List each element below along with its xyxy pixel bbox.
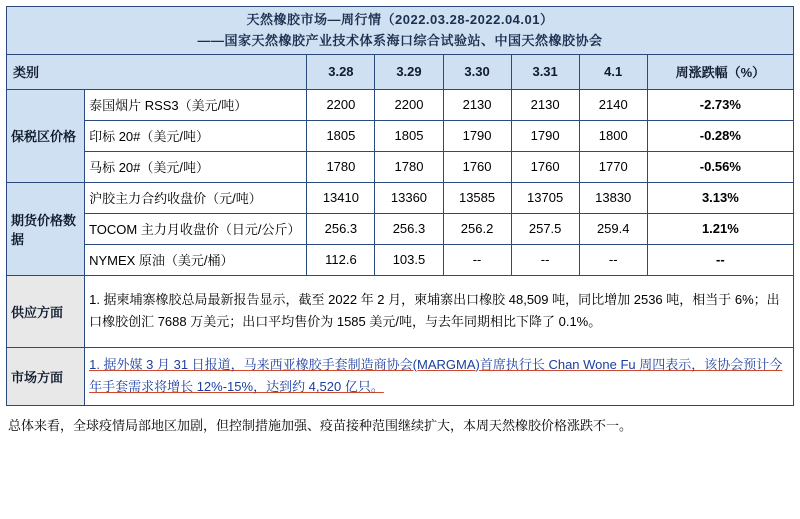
table-row xyxy=(7,244,794,275)
title-line-2: ——国家天然橡胶产业技术体系海口综合试验站、中国天然橡胶协会 xyxy=(197,33,603,49)
cell-value: 1780 xyxy=(307,151,375,182)
report-title xyxy=(7,7,794,55)
table-row xyxy=(7,182,794,213)
note-label-market: 市场方面 xyxy=(7,347,85,405)
cell-value: 2200 xyxy=(375,89,443,120)
cell-value: 1805 xyxy=(375,120,443,151)
note-row-supply xyxy=(7,275,794,347)
cell-value: 259.4 xyxy=(579,213,647,244)
cell-value: 1770 xyxy=(579,151,647,182)
cell-value: 1790 xyxy=(511,120,579,151)
cell-value: 13585 xyxy=(443,182,511,213)
cell-value: 2200 xyxy=(307,89,375,120)
table-header-row xyxy=(7,54,794,89)
category-bonded-zone-price: 保税区价格 xyxy=(7,89,85,182)
cell-value: 13705 xyxy=(511,182,579,213)
cell-value: 103.5 xyxy=(375,244,443,275)
header-category: 类别 xyxy=(7,54,307,89)
cell-value: 1780 xyxy=(375,151,443,182)
table-row xyxy=(7,120,794,151)
header-date-2: 3.29 xyxy=(375,54,443,89)
header-date-5: 4.1 xyxy=(579,54,647,89)
item-label: 马标 20#（美元/吨） xyxy=(85,151,307,182)
cell-value: 256.3 xyxy=(307,213,375,244)
cell-weekly-change: 3.13% xyxy=(647,182,793,213)
cell-weekly-change: -2.73% xyxy=(647,89,793,120)
cell-weekly-change: -0.28% xyxy=(647,120,793,151)
cell-value: 2140 xyxy=(579,89,647,120)
item-label: 印标 20#（美元/吨） xyxy=(85,120,307,151)
cell-weekly-change: 1.21% xyxy=(647,213,793,244)
table-row xyxy=(7,89,794,120)
cell-value: 1800 xyxy=(579,120,647,151)
cell-value: 2130 xyxy=(443,89,511,120)
cell-value: 256.2 xyxy=(443,213,511,244)
cell-value: -- xyxy=(443,244,511,275)
cell-value: 2130 xyxy=(511,89,579,120)
cell-value: 1760 xyxy=(511,151,579,182)
header-date-1: 3.28 xyxy=(307,54,375,89)
rubber-market-table xyxy=(6,6,794,406)
cell-value: 1790 xyxy=(443,120,511,151)
cell-value: 112.6 xyxy=(307,244,375,275)
item-label: NYMEX 原油（美元/桶） xyxy=(85,244,307,275)
cell-value: 257.5 xyxy=(511,213,579,244)
category-futures-price-data: 期货价格数据 xyxy=(7,182,85,275)
summary-footer: 总体来看，全球疫情局部地区加剧，但控制措施加强、疫苗接种范围继续扩大，本周天然橡胶价格涨跌不一。 xyxy=(8,417,633,433)
table-row xyxy=(7,151,794,182)
table-row xyxy=(7,213,794,244)
cell-value: 1805 xyxy=(307,120,375,151)
cell-value: -- xyxy=(579,244,647,275)
item-label: 泰国烟片 RSS3（美元/吨） xyxy=(85,89,307,120)
cell-value: -- xyxy=(511,244,579,275)
cell-value: 1760 xyxy=(443,151,511,182)
note-label-supply: 供应方面 xyxy=(7,275,85,347)
cell-value: 13410 xyxy=(307,182,375,213)
title-line-1: 天然橡胶市场—周行情（2022.03.28-2022.04.01） xyxy=(246,12,554,27)
note-row-market xyxy=(7,347,794,405)
note-text-supply: 1. 据柬埔寨橡胶总局最新报告显示，截至 2022 年 2 月，柬埔寨出口橡胶 48,509 吨，同比增加 2536 吨，相当于 6%；出口橡胶创汇 7688 万美元；出口平均售价为 1585 美元/吨，与去年同期相比下降了 0.1%。 xyxy=(85,275,794,347)
cell-value: 13830 xyxy=(579,182,647,213)
header-weekly-change: 周涨跌幅（%） xyxy=(647,54,793,89)
cell-value: 13360 xyxy=(375,182,443,213)
header-date-3: 3.30 xyxy=(443,54,511,89)
header-date-4: 3.31 xyxy=(511,54,579,89)
cell-weekly-change: -- xyxy=(647,244,793,275)
item-label: TOCOM 主力月收盘价（日元/公斤） xyxy=(85,213,307,244)
item-label: 沪胶主力合约收盘价（元/吨） xyxy=(85,182,307,213)
note-text-market: 1. 据外媒 3 月 31 日报道，马来西亚橡胶手套制造商协会(MARGMA)首席执行长 Chan Wone Fu 周四表示，该协会预计今年手套需求将增长 12%-15%，达到约 4,520 亿只。 xyxy=(85,347,794,405)
cell-value: 256.3 xyxy=(375,213,443,244)
title-row xyxy=(7,7,794,55)
cell-weekly-change: -0.56% xyxy=(647,151,793,182)
